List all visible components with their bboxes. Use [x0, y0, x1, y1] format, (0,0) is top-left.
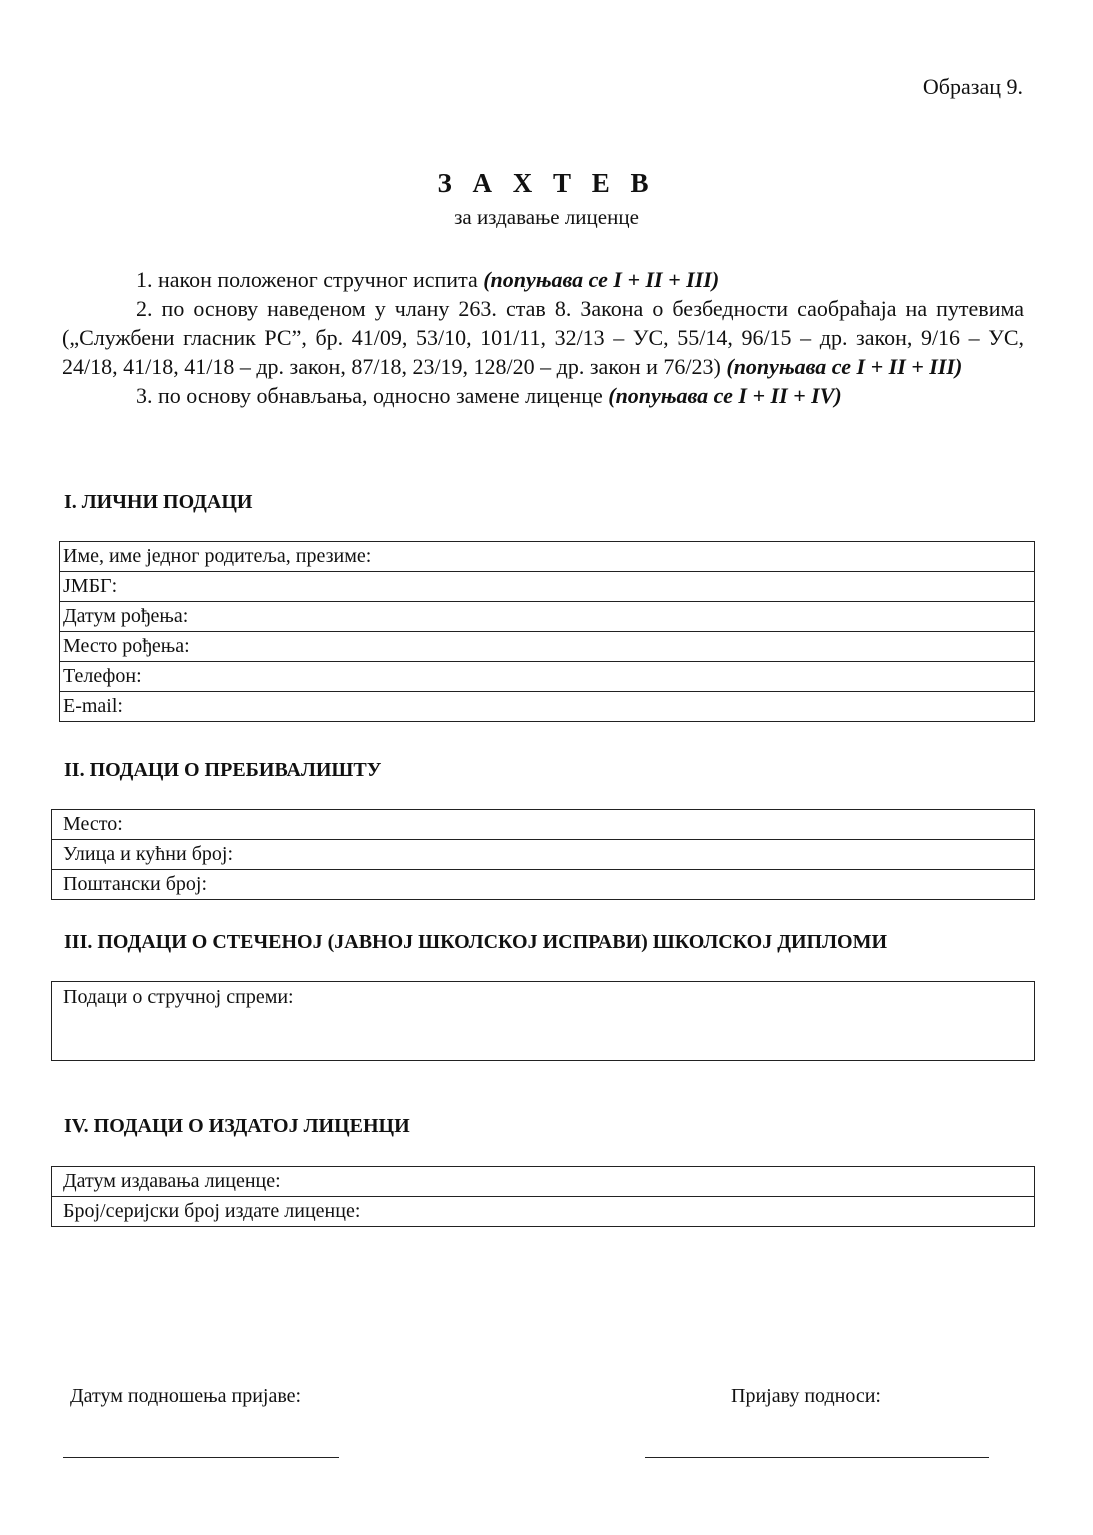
intro-item-2-note: (попуњава се I + II + III) [726, 354, 963, 379]
intro-item-2 [62, 294, 1024, 381]
field-full-name[interactable]: Име, име једног родитеља, презиме: [60, 542, 1035, 572]
field-jmbg[interactable]: ЈМБГ: [60, 572, 1035, 602]
intro-item-3 [62, 381, 1024, 410]
section-2-heading: II. ПОДАЦИ О ПРЕБИВАЛИШТУ [64, 759, 382, 781]
license-table [51, 1166, 1035, 1227]
field-qualification[interactable]: Подаци о стручној спреми: [52, 982, 1035, 1061]
intro-item-2-text: 2. по основу наведеном у члану 263. став 8. Закона о безбедности саобраћаја на путевима („Службени гласник РС”, бр. 41/09, 53/10, 101/11, 32/13 – УС, 55/14, 96/15 – др. закон, 9/16 – УС, 24/18, 41/18, 41/18 – др. закон, 87/18, 23/19, 128/20 – др. закон и 76/23) [62, 296, 1024, 379]
field-birth-place[interactable]: Место рођења: [60, 632, 1035, 662]
applicant-signature-line[interactable] [645, 1457, 989, 1458]
field-license-number[interactable]: Број/серијски број издате лиценце: [52, 1197, 1035, 1227]
intro-item-3-text: 3. по основу обнављања, односно замене лиценце [136, 383, 609, 408]
intro-item-1-text: 1. након положеног стручног испита [136, 267, 484, 292]
diploma-table [51, 981, 1035, 1061]
residence-table [51, 809, 1035, 900]
field-birth-date[interactable]: Датум рођења: [60, 602, 1035, 632]
personal-data-table [59, 541, 1035, 722]
intro-item-3-note: (попуњава се I + II + IV) [608, 383, 842, 408]
section-4-heading: IV. ПОДАЦИ О ИЗДАТОЈ ЛИЦЕНЦИ [64, 1115, 410, 1137]
intro-block [62, 265, 1024, 410]
intro-item-1-note: (попуњава се I + II + III) [483, 267, 720, 292]
form-number: Образац 9. [922, 74, 1023, 99]
submission-date-label: Датум подношења пријаве: [70, 1385, 302, 1407]
document-title: З А Х Т Е В [437, 168, 656, 198]
submission-date-line[interactable] [63, 1457, 339, 1458]
field-phone[interactable]: Телефон: [60, 662, 1035, 692]
applicant-label: Пријаву подноси: [731, 1385, 881, 1407]
field-residence-place[interactable]: Место: [52, 810, 1035, 840]
section-1-heading: I. ЛИЧНИ ПОДАЦИ [64, 491, 253, 513]
document-subtitle: за издавање лиценце [454, 205, 639, 229]
intro-item-1 [62, 265, 1024, 294]
field-email[interactable]: E-mail: [60, 692, 1035, 722]
field-issue-date[interactable]: Датум издавања лиценце: [52, 1167, 1035, 1197]
section-3-heading: III. ПОДАЦИ О СТЕЧЕНОЈ (ЈАВНОЈ ШКОЛСКОЈ ИСПРАВИ) ШКОЛСКОЈ ДИПЛОМИ [64, 931, 887, 953]
field-postal-code[interactable]: Поштански број: [52, 870, 1035, 900]
field-street-number[interactable]: Улица и кућни број: [52, 840, 1035, 870]
